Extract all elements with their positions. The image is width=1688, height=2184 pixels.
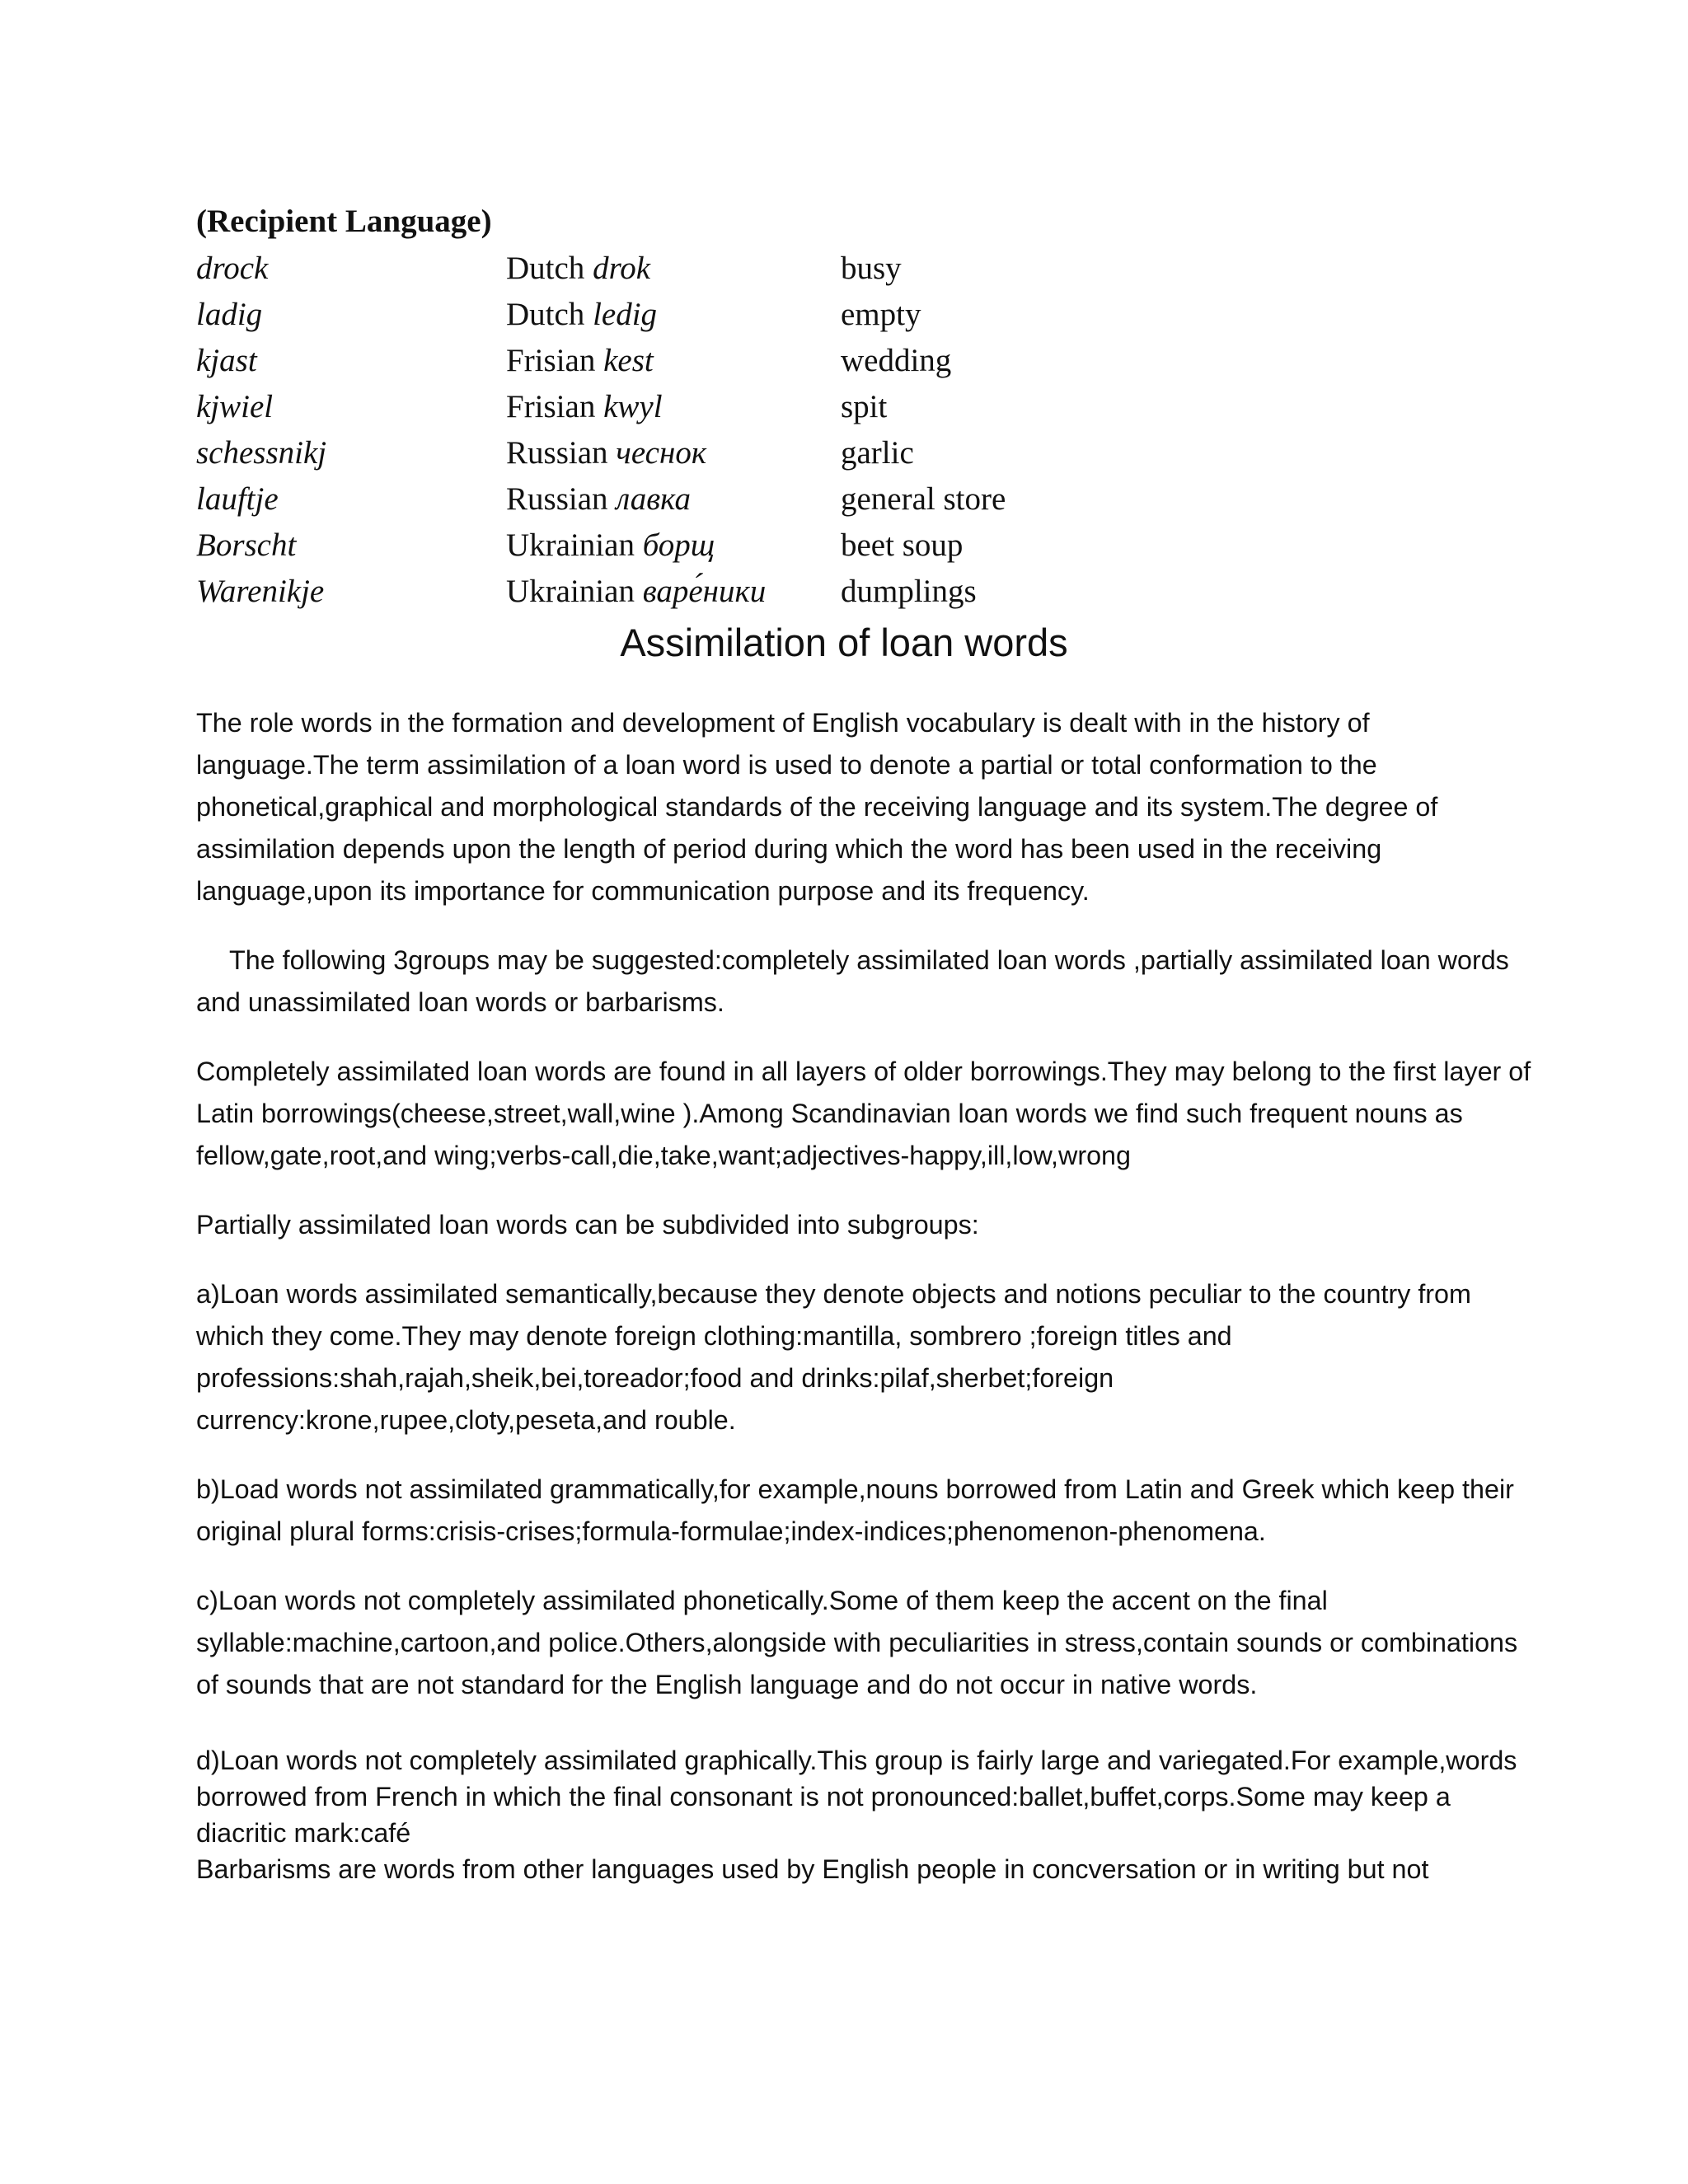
recipient-word: drock <box>196 250 269 286</box>
source-cell <box>506 429 841 476</box>
paragraph-subgroup-b: b)Load words not assimilated grammatically,for example,nouns borrowed from Latin and Greek which keep their original plural forms:crisis-crises;formula-formulae;index-indices;phenomenon-phenomena. <box>196 1474 1514 1546</box>
meaning: empty <box>841 296 921 332</box>
meaning: beet soup <box>841 527 964 563</box>
source-cell <box>506 245 841 291</box>
table-row <box>196 568 1088 614</box>
paragraph-barbarisms: Barbarisms are words from other languages used by English people in concversation or in writing but not <box>196 1854 1429 1884</box>
table-row <box>196 429 1088 476</box>
source-cell <box>506 337 841 383</box>
meaning: wedding <box>841 342 952 378</box>
source-language: Ukrainian <box>506 527 635 563</box>
loan-word-table <box>196 245 1088 614</box>
source-language: Russian <box>506 434 608 471</box>
table-row <box>196 245 1088 291</box>
recipient-word: schessnikj <box>196 434 327 471</box>
recipient-word: kjast <box>196 342 257 378</box>
source-language: Frisian <box>506 342 596 378</box>
source-cell <box>506 522 841 568</box>
recipient-word: kjwiel <box>196 388 274 424</box>
paragraph-subgroup-a: a)Loan words assimilated semantically,because they denote objects and notions peculiar to the country from which they come.They may denote foreign clothing:mantilla, sombrero ;foreign titles and professions:shah,rajah,sheik,bei,toreador;food and drinks:pilaf,sherbet;foreign currency:krone,rupee,cloty,peseta,and rouble. <box>196 1279 1471 1435</box>
source-word: kwyl <box>603 388 663 424</box>
source-cell <box>506 383 841 429</box>
paragraph-subgroup-d: d)Loan words not completely assimilated graphically.This group is fairly large and variegated.For example,words borrowed from French in which the final consonant is not pronounced:ballet,buffet,corps.Some may keep a diacritic mark:café <box>196 1746 1517 1848</box>
meaning: garlic <box>841 434 914 471</box>
table-row <box>196 522 1088 568</box>
source-word: борщ <box>642 527 715 563</box>
source-cell <box>506 291 841 337</box>
source-language: Dutch <box>506 250 585 286</box>
source-language: Dutch <box>506 296 585 332</box>
article-title: Assimilation of loan words <box>620 621 1068 664</box>
table-row <box>196 337 1088 383</box>
source-word: drok <box>593 250 651 286</box>
table-row <box>196 383 1088 429</box>
source-word: ledig <box>593 296 658 332</box>
source-language: Russian <box>506 480 608 517</box>
paragraph-subgroup-c: c)Loan words not completely assimilated phonetically.Some of them keep the accent on the final syllable:machine,cartoon,and police.Others,alongside with peculiarities in stress,contain sounds or combinations of sounds that are not standard for the English language and do not occur in native words. <box>196 1586 1518 1699</box>
source-word: лавка <box>616 480 691 517</box>
recipient-word: lauftje <box>196 480 279 517</box>
table-heading: (Recipient Language) <box>196 204 492 239</box>
source-word: kest <box>603 342 654 378</box>
meaning: general store <box>841 480 1006 517</box>
source-word: варе́ники <box>642 573 767 609</box>
paragraph-groups: The following 3groups may be suggested:completely assimilated loan words ,partially assimilated loan words and unassimilated loan words or barbarisms. <box>196 945 1509 1017</box>
source-language: Frisian <box>506 388 596 424</box>
paragraph-completely-assimilated: Completely assimilated loan words are found in all layers of older borrowings.They may belong to the first layer of Latin borrowings(cheese,street,wall,wine ).Among Scandinavian loan words we find such frequent nouns as fellow,gate,root,and wing;verbs-call,die,take,want;adjectives-happy,ill,low,wrong <box>196 1057 1531 1170</box>
recipient-word: ladig <box>196 296 263 332</box>
meaning: dumplings <box>841 573 977 609</box>
source-language: Ukrainian <box>506 573 635 609</box>
source-cell <box>506 476 841 522</box>
meaning: spit <box>841 388 888 424</box>
article-body <box>196 702 1531 1887</box>
meaning: busy <box>841 250 902 286</box>
recipient-word: Borscht <box>196 527 297 563</box>
source-word: чеснок <box>616 434 707 471</box>
source-cell <box>506 568 841 614</box>
recipient-word: Warenikje <box>196 573 325 609</box>
table-row <box>196 291 1088 337</box>
paragraph-intro: The role words in the formation and development of English vocabulary is dealt with in the history of language.The term assimilation of a loan word is used to denote a partial or total conformation to the phonetical,graphical and morphological standards of the receiving language and its system.The degree of assimilation depends upon the length of period during which the word has been used in the receiving language,upon its importance for communication purpose and its frequency. <box>196 708 1438 906</box>
paragraph-partially-assimilated: Partially assimilated loan words can be subdivided into subgroups: <box>196 1210 979 1240</box>
table-row <box>196 476 1088 522</box>
